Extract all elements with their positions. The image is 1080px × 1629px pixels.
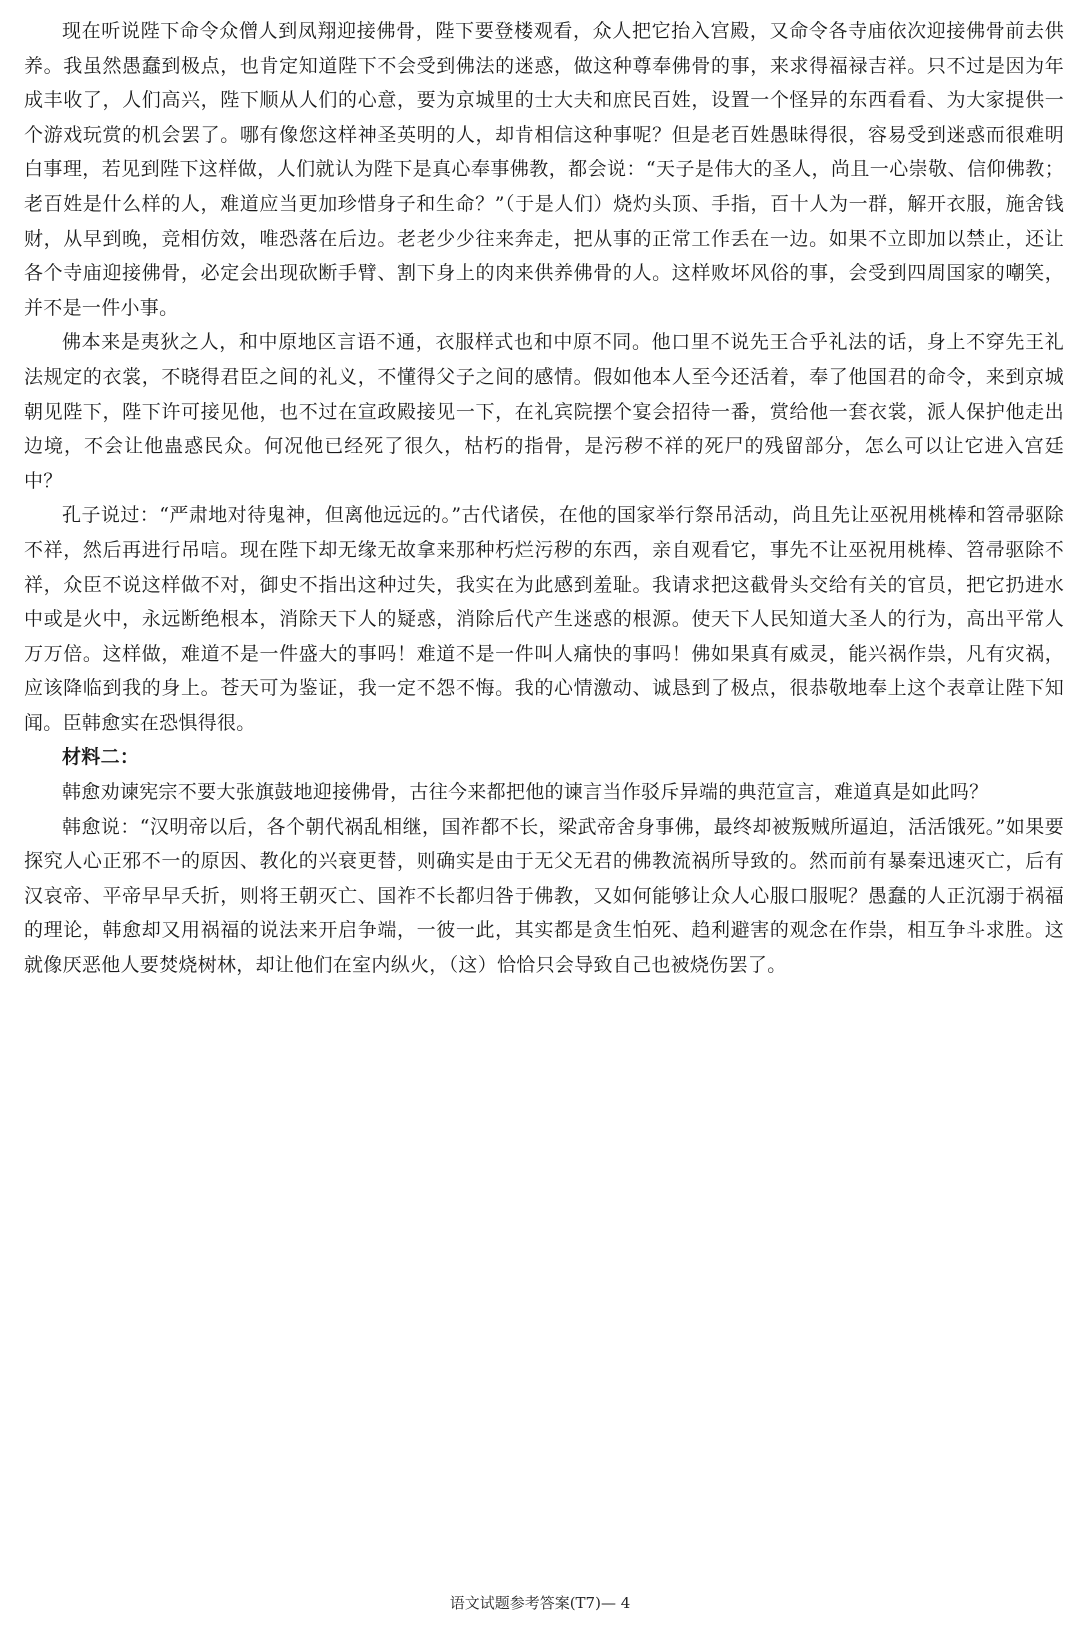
paragraph-3: 孔子说过：“严肃地对待鬼神，但离他远远的。”古代诸侯，在他的国家举行祭吊活动，尚且先让巫祝用桃棒和笤帚驱除不祥，然后再进行吊唁。现在陛下却无缘无故拿来那种朽烂污秽的东西，亲自观看它，事先不让巫祝用桃棒、笤帚驱除不祥，众臣不说这样做不对，御史不指出这种过失，我实在为此感到羞耻。我请求把这截骨头交给有关的官员，把它扔进水中或是火中，永远断绝根本，消除天下人的疑惑，消除后代产生迷惑的根源。使天下人民知道大圣人的行为，高出平常人万万倍。这样做，难道不是一件盛大的事吗！难道不是一件叫人痛快的事吗！佛如果真有威灵，能兴祸作祟，凡有灾祸，应该降临到我的身上。苍天可为鉴证，我一定不怨不悔。我的心情激动、诚恳到了极点，很恭敬地奉上这个表章让陛下知闻。臣韩愈实在恐惧得很。 (24, 504, 1064, 734)
material-2-heading: 材料二： (62, 746, 140, 769)
material-2-paragraph-2: 韩愈说：“汉明帝以后，各个朝代祸乱相继，国祚都不长，梁武帝舍身事佛，最终却被叛贼所逼迫，活活饿死。”如果要探究人心正邪不一的原因、教化的兴衰更替，则确实是由于无父无君的佛教流祸所导致的。然而前有暴秦迅速灭亡，后有汉哀帝、平帝早早夭折，则将王朝灭亡、国祚不长都归咎于佛教，又如何能够让众人心服口服呢？愚蠢的人正沉溺于祸福的理论，韩愈却又用祸福的说法来开启争端，一彼一此，其实都是贪生怕死、趋利避害的观念在作祟，相互争斗求胜。这就像厌恶他人要焚烧树林，却让他们在室内纵火，（这）恰恰只会导致自己也被烧伤罢了。 (24, 815, 1064, 977)
page-footer: 语文试题参考答案(T7)— 4 (449, 1594, 631, 1612)
paragraph-1: 现在听说陛下命令众僧人到凤翔迎接佛骨，陛下要登楼观看，众人把它抬入宫殿，又命令各寺庙依次迎接佛骨前去供养。我虽然愚蠢到极点，也肯定知道陛下不会受到佛法的迷惑，做这种尊奉佛骨的事，来求得福禄吉祥。只不过是因为年成丰收了，人们高兴，陛下顺从人们的心意，要为京城里的士大夫和庶民百姓，设置一个怪异的东西看看、为大家提供一个游戏玩赏的机会罢了。哪有像您这样神圣英明的人，却肯相信这种事呢？但是老百姓愚昧得很，容易受到迷惑而很难明白事理，若见到陛下这样做，人们就认为陛下是真心奉事佛教，都会说：“天子是伟大的圣人，尚且一心崇敬、信仰佛教；老百姓是什么样的人，难道应当更加珍惜身子和生命？”（于是人们）烧灼头顶、手指，百十人为一群，解开衣服，施舍钱财，从早到晚，竞相仿效，唯恐落在后边。老老少少往来奔走，把从事的正常工作丢在一边。如果不立即加以禁止，还让各个寺庙迎接佛骨，必定会出现砍断手臂、割下身上的肉来供养佛骨的人。这样败坏风俗的事，会受到四周国家的嘲笑，并不是一件小事。 (24, 20, 1064, 319)
material-2-paragraph-1: 韩愈劝谏宪宗不要大张旗鼓地迎接佛骨，古往今来都把他的谏言当作驳斥异端的典范宣言，难道真是如此吗？ (62, 781, 989, 804)
paragraph-2: 佛本来是夷狄之人，和中原地区言语不通，衣服样式也和中原不同。他口里不说先王合乎礼法的话，身上不穿先王礼法规定的衣裳，不晓得君臣之间的礼义，不懂得父子之间的感情。假如他本人至今还活着，奉了他国君的命令，来到京城朝见陛下，陛下许可接见他，也不过在宣政殿接见一下，在礼宾院摆个宴会招待一番，赏给他一套衣裳，派人保护他走出边境，不会让他蛊惑民众。何况他已经死了很久，枯朽的指骨，是污秽不祥的死尸的残留部分，怎么可以让它进入宫廷中？ (24, 331, 1064, 492)
document-body (24, 14, 1064, 983)
